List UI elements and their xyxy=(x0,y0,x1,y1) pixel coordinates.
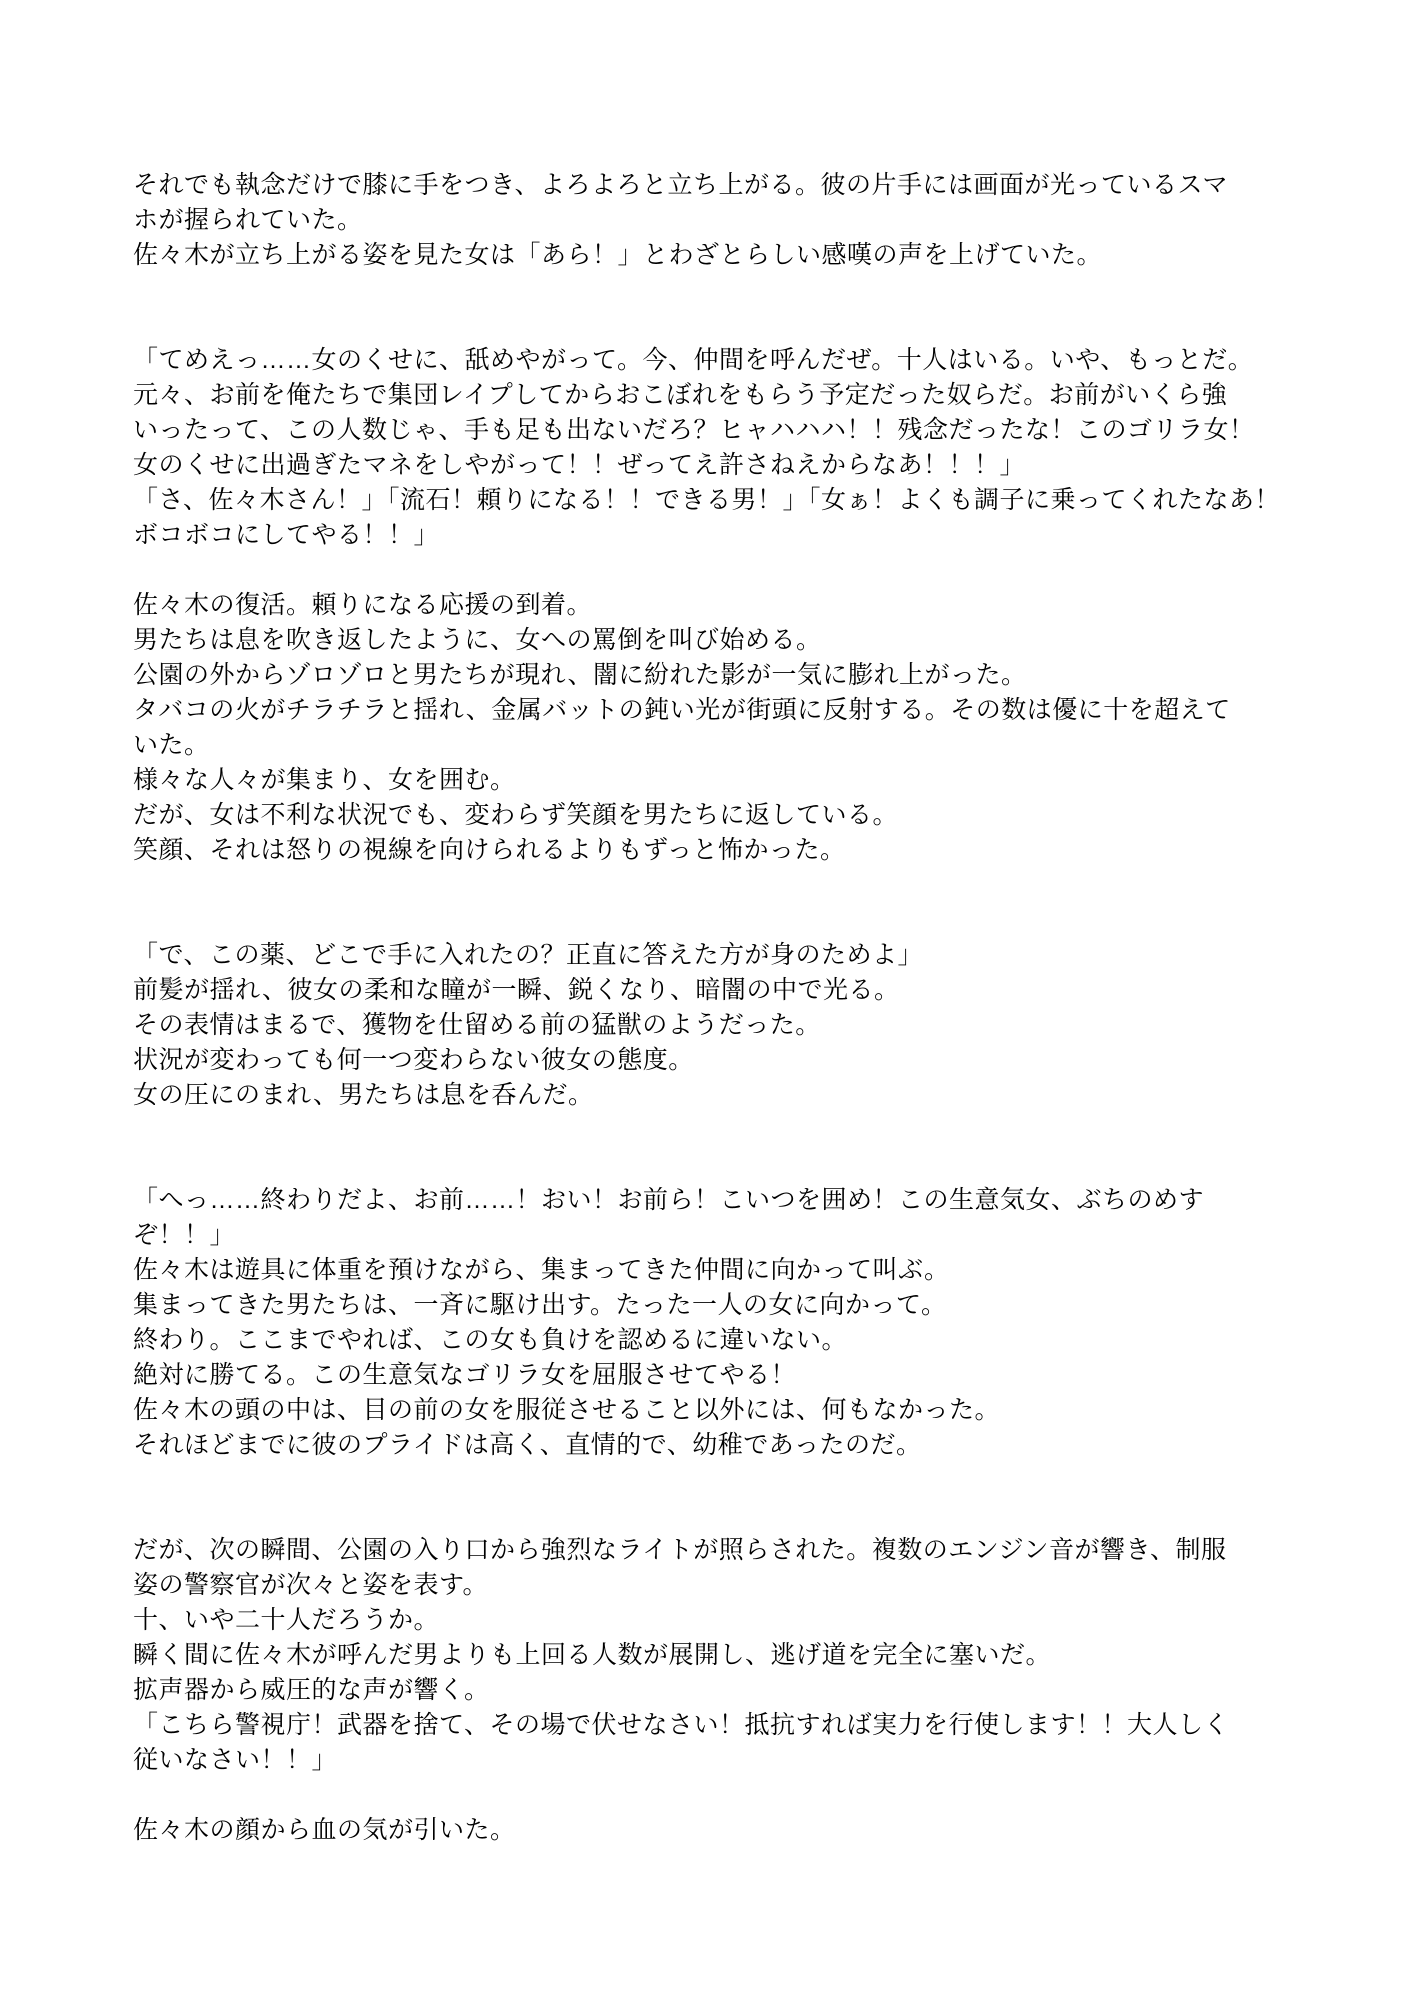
text-line: 十、いや二十人だろうか。 xyxy=(133,1606,440,1634)
blank-line xyxy=(133,1498,1303,1533)
text-line: 女のくせに出過ぎたマネをしやがって！！ぜってえ許さねえからなあ！！！」 xyxy=(133,451,1026,479)
text-line: 「さ、佐々木さん！」「流石！頼りになる！！できる男！」「女ぁ！よくも調子に乗ってくれたなあ！ xyxy=(133,486,1281,514)
text-line: 「へっ……終わりだよ、お前……！おい！お前ら！こいつを囲め！この生意気女、ぶちのめす xyxy=(133,1186,1205,1214)
text-line: 状況が変わっても何一つ変わらない彼女の態度。 xyxy=(133,1046,694,1074)
text-line: ボコボコにしてやる！！」 xyxy=(133,521,440,549)
text-line: 「てめえっ……女のくせに、舐めやがって。今、仲間を呼んだぜ。十人はいる。いや、もっとだ。 xyxy=(133,346,1254,374)
text-line: 公園の外からゾロゾロと男たちが現れ、闇に紛れた影が一気に膨れ上がった。 xyxy=(133,661,1027,689)
text-line: だが、次の瞬間、公園の入り口から強烈なライトが照らされた。複数のエンジン音が響き、制服 xyxy=(133,1536,1227,1564)
text-line: 絶対に勝てる。この生意気なゴリラ女を屈服させてやる！ xyxy=(133,1361,797,1389)
blank-line xyxy=(133,1778,1303,1813)
text-line: タバコの火がチラチラと揺れ、金属バットの鈍い光が街頭に反射する。その数は優に十を超えて xyxy=(133,696,1231,724)
text-line: 姿の警察官が次々と姿を表す。 xyxy=(133,1571,489,1599)
text-line: いた。 xyxy=(133,731,210,759)
text-line: 終わり。ここまでやれば、この女も負けを認めるに違いない。 xyxy=(133,1326,848,1354)
text-line: いったって、この人数じゃ、手も足も出ないだろ？ヒャハハハ！！残念だったな！このゴリラ女！ xyxy=(133,416,1255,444)
text-line: 瞬く間に佐々木が呼んだ男よりも上回る人数が展開し、逃げ道を完全に塞いだ。 xyxy=(133,1641,1052,1669)
blank-line xyxy=(133,1113,1303,1148)
text-line: 笑顔、それは怒りの視線を向けられるよりもずっと怖かった。 xyxy=(133,836,846,864)
text-line: 集まってきた男たちは、一斉に駆け出す。たった一人の女に向かって。 xyxy=(133,1291,947,1319)
text-line: 従いなさい！！」 xyxy=(133,1746,338,1774)
text-line: 佐々木の復活。頼りになる応援の到着。 xyxy=(133,591,593,619)
story-text-block xyxy=(133,168,1303,1848)
text-line: 前髪が揺れ、彼女の柔和な瞳が一瞬、鋭くなり、暗闇の中で光る。 xyxy=(133,976,900,1004)
text-line: 拡声器から威圧的な声が響く。 xyxy=(133,1676,490,1704)
blank-line xyxy=(133,1463,1303,1498)
text-line: 様々な人々が集まり、女を囲む。 xyxy=(133,766,516,794)
text-line: 「こちら警視庁！武器を捨て、その場で伏せなさい！抵抗すれば実力を行使します！！大人しく xyxy=(133,1711,1230,1739)
blank-line xyxy=(133,553,1303,588)
text-line: 男たちは息を吹き返したように、女への罵倒を叫び始める。 xyxy=(133,626,822,654)
text-line: 佐々木の顔から血の気が引いた。 xyxy=(133,1816,516,1844)
text-line: だが、女は不利な状況でも、変わらず笑顔を男たちに返している。 xyxy=(133,801,899,829)
text-line: それほどまでに彼のプライドは高く、直情的で、幼稚であったのだ。 xyxy=(133,1431,922,1459)
blank-line xyxy=(133,868,1303,903)
text-line: 「で、この薬、どこで手に入れたの？正直に答えた方が身のためよ」 xyxy=(133,941,924,969)
text-line: 佐々木の頭の中は、目の前の女を服従させること以外には、何もなかった。 xyxy=(133,1396,1001,1424)
text-line: ぞ！！」 xyxy=(133,1221,236,1249)
blank-line xyxy=(133,903,1303,938)
text-line: 佐々木は遊具に体重を預けながら、集まってきた仲間に向かって叫ぶ。 xyxy=(133,1256,950,1284)
blank-line xyxy=(133,273,1303,308)
text-line: その表情はまるで、獲物を仕留める前の猛獣のようだった。 xyxy=(133,1011,821,1039)
text-line: 元々、お前を俺たちで集団レイプしてからおこぼれをもらう予定だった奴らだ。お前がいくら強 xyxy=(133,381,1228,409)
text-line: それでも執念だけで膝に手をつき、よろよろと立ち上がる。彼の片手には画面が光っているスマ xyxy=(133,171,1229,199)
blank-line xyxy=(133,1148,1303,1183)
text-line: 佐々木が立ち上がる姿を見た女は「あら！」とわざとらしい感嘆の声を上げていた。 xyxy=(133,241,1103,269)
text-line: ホが握られていた。 xyxy=(133,206,363,234)
text-line: 女の圧にのまれ、男たちは息を呑んだ。 xyxy=(133,1081,594,1109)
blank-line xyxy=(133,308,1303,343)
